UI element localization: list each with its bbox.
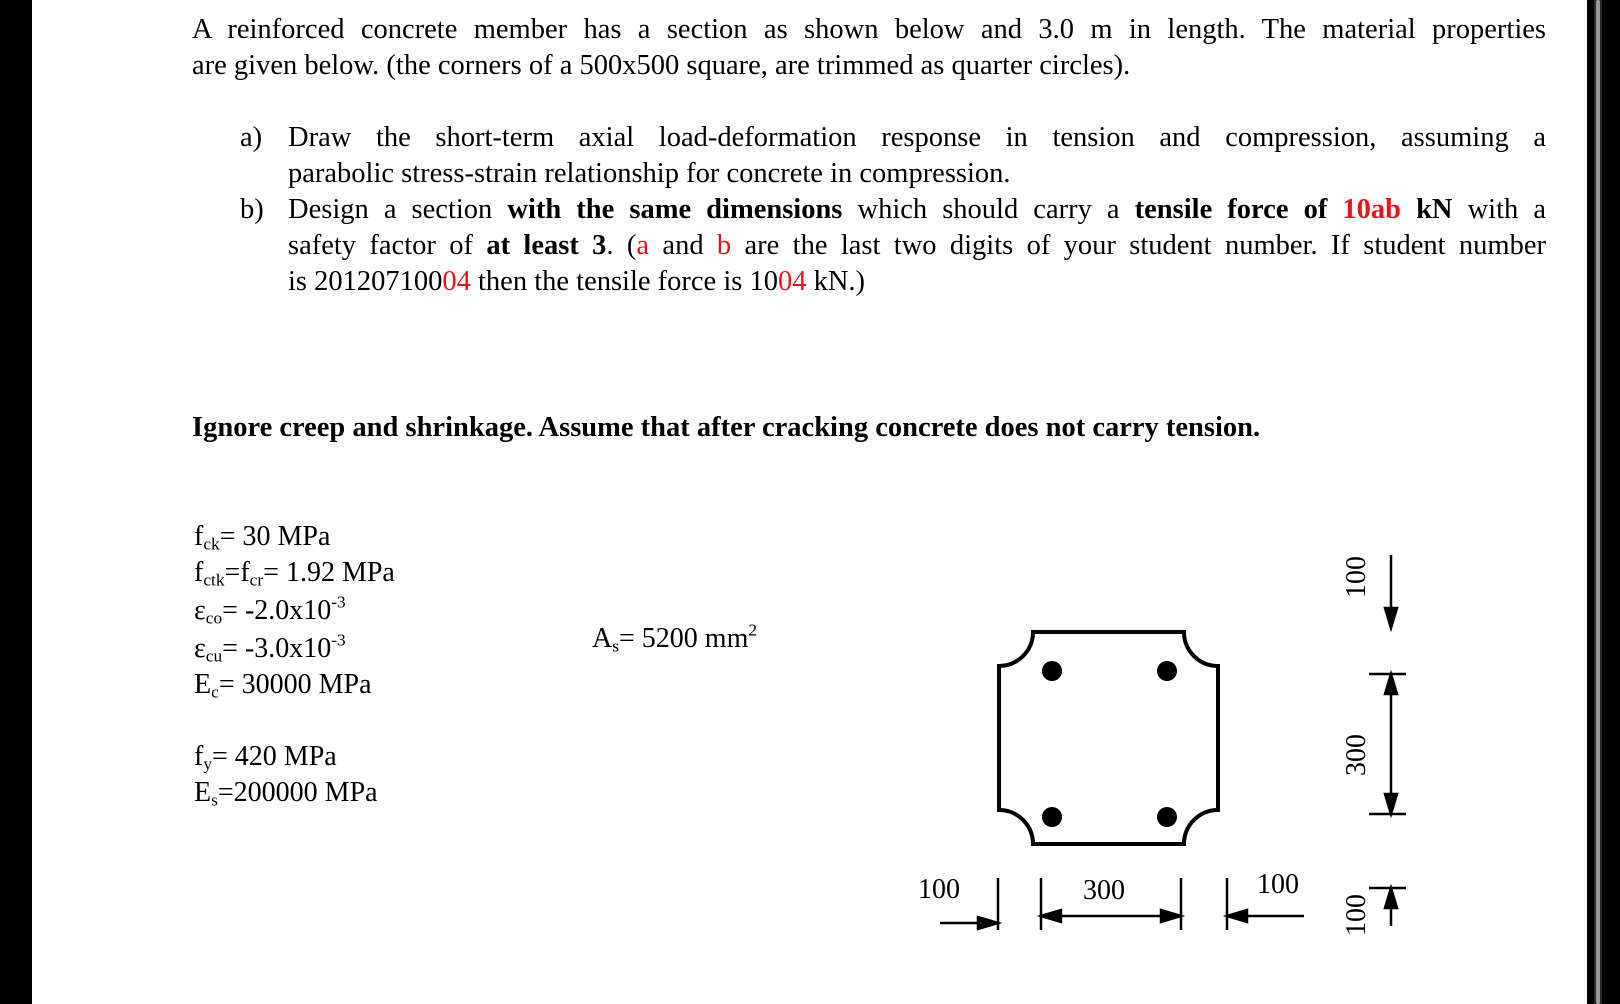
assumption-note: Ignore creep and shrinkage. Assume that after cracking concrete does not carry tension. — [192, 412, 1261, 443]
rebar-bottom-right — [1157, 807, 1177, 827]
question-b-line-3: is 20120710004 then the tensile force is 1004 kN.) — [288, 266, 866, 297]
question-b-marker: b) — [240, 194, 264, 225]
dimension-vertical-top-100: 100 — [1341, 556, 1372, 598]
property-ecu: $\varepsilon_{cu}= -3.0x10^{-3}$ — [194, 630, 346, 666]
question-b-line-1: Design a section with the same dimensions which should carry a tensile force of 10ab kN with a — [288, 194, 1546, 225]
intro-line-2: are given below. (the corners of a 500x500 square, are trimmed as quarter circles). — [192, 50, 1131, 81]
question-a-line-2: parabolic stress-strain relationship for concrete in compression. — [288, 158, 1011, 189]
property-ec: $E_c= 30000$ MPa — [194, 669, 372, 702]
question-a-line-1: Draw the short-term axial load-deformation response in tension and compression, assuming a — [288, 122, 1546, 153]
property-es: $E_s=200000$ MPa — [194, 777, 378, 810]
steel-area: $A_s= 5200$ $mm^2$ — [592, 620, 758, 656]
document-page — [32, 0, 1587, 1004]
vertical-dimensions — [1369, 555, 1406, 926]
dimension-vertical-middle-300: 300 — [1341, 734, 1372, 776]
rebar-top-left — [1042, 661, 1062, 681]
property-eco: $\varepsilon_{co}= -2.0x10^{-3}$ — [194, 592, 346, 628]
dimension-vertical-bottom-100: 100 — [1341, 894, 1372, 936]
intro-line-1: A reinforced concrete member has a section as shown below and 3.0 m in length. The material properties — [192, 14, 1546, 45]
dimension-left-100: 100 — [918, 874, 960, 905]
scrollbar-thumb[interactable] — [1596, 0, 1600, 1004]
dimension-right-100: 100 — [1257, 869, 1299, 900]
section-outline — [999, 632, 1218, 844]
rebar-top-right — [1157, 661, 1177, 681]
property-fck: $f_{ck}= 30$ MPa — [194, 521, 331, 554]
property-fy: $f_y= 420$ MPa — [194, 741, 337, 774]
question-a-marker: a) — [240, 122, 263, 153]
dimension-middle-300: 300 — [1083, 875, 1125, 906]
property-fctk: $f_{ctk}=f_{cr}= 1.92$ MPa — [194, 557, 395, 590]
rebar-bottom-left — [1042, 807, 1062, 827]
question-b-line-2: safety factor of at least 3. (a and b are the last two digits of your student number. If student number — [288, 230, 1546, 261]
